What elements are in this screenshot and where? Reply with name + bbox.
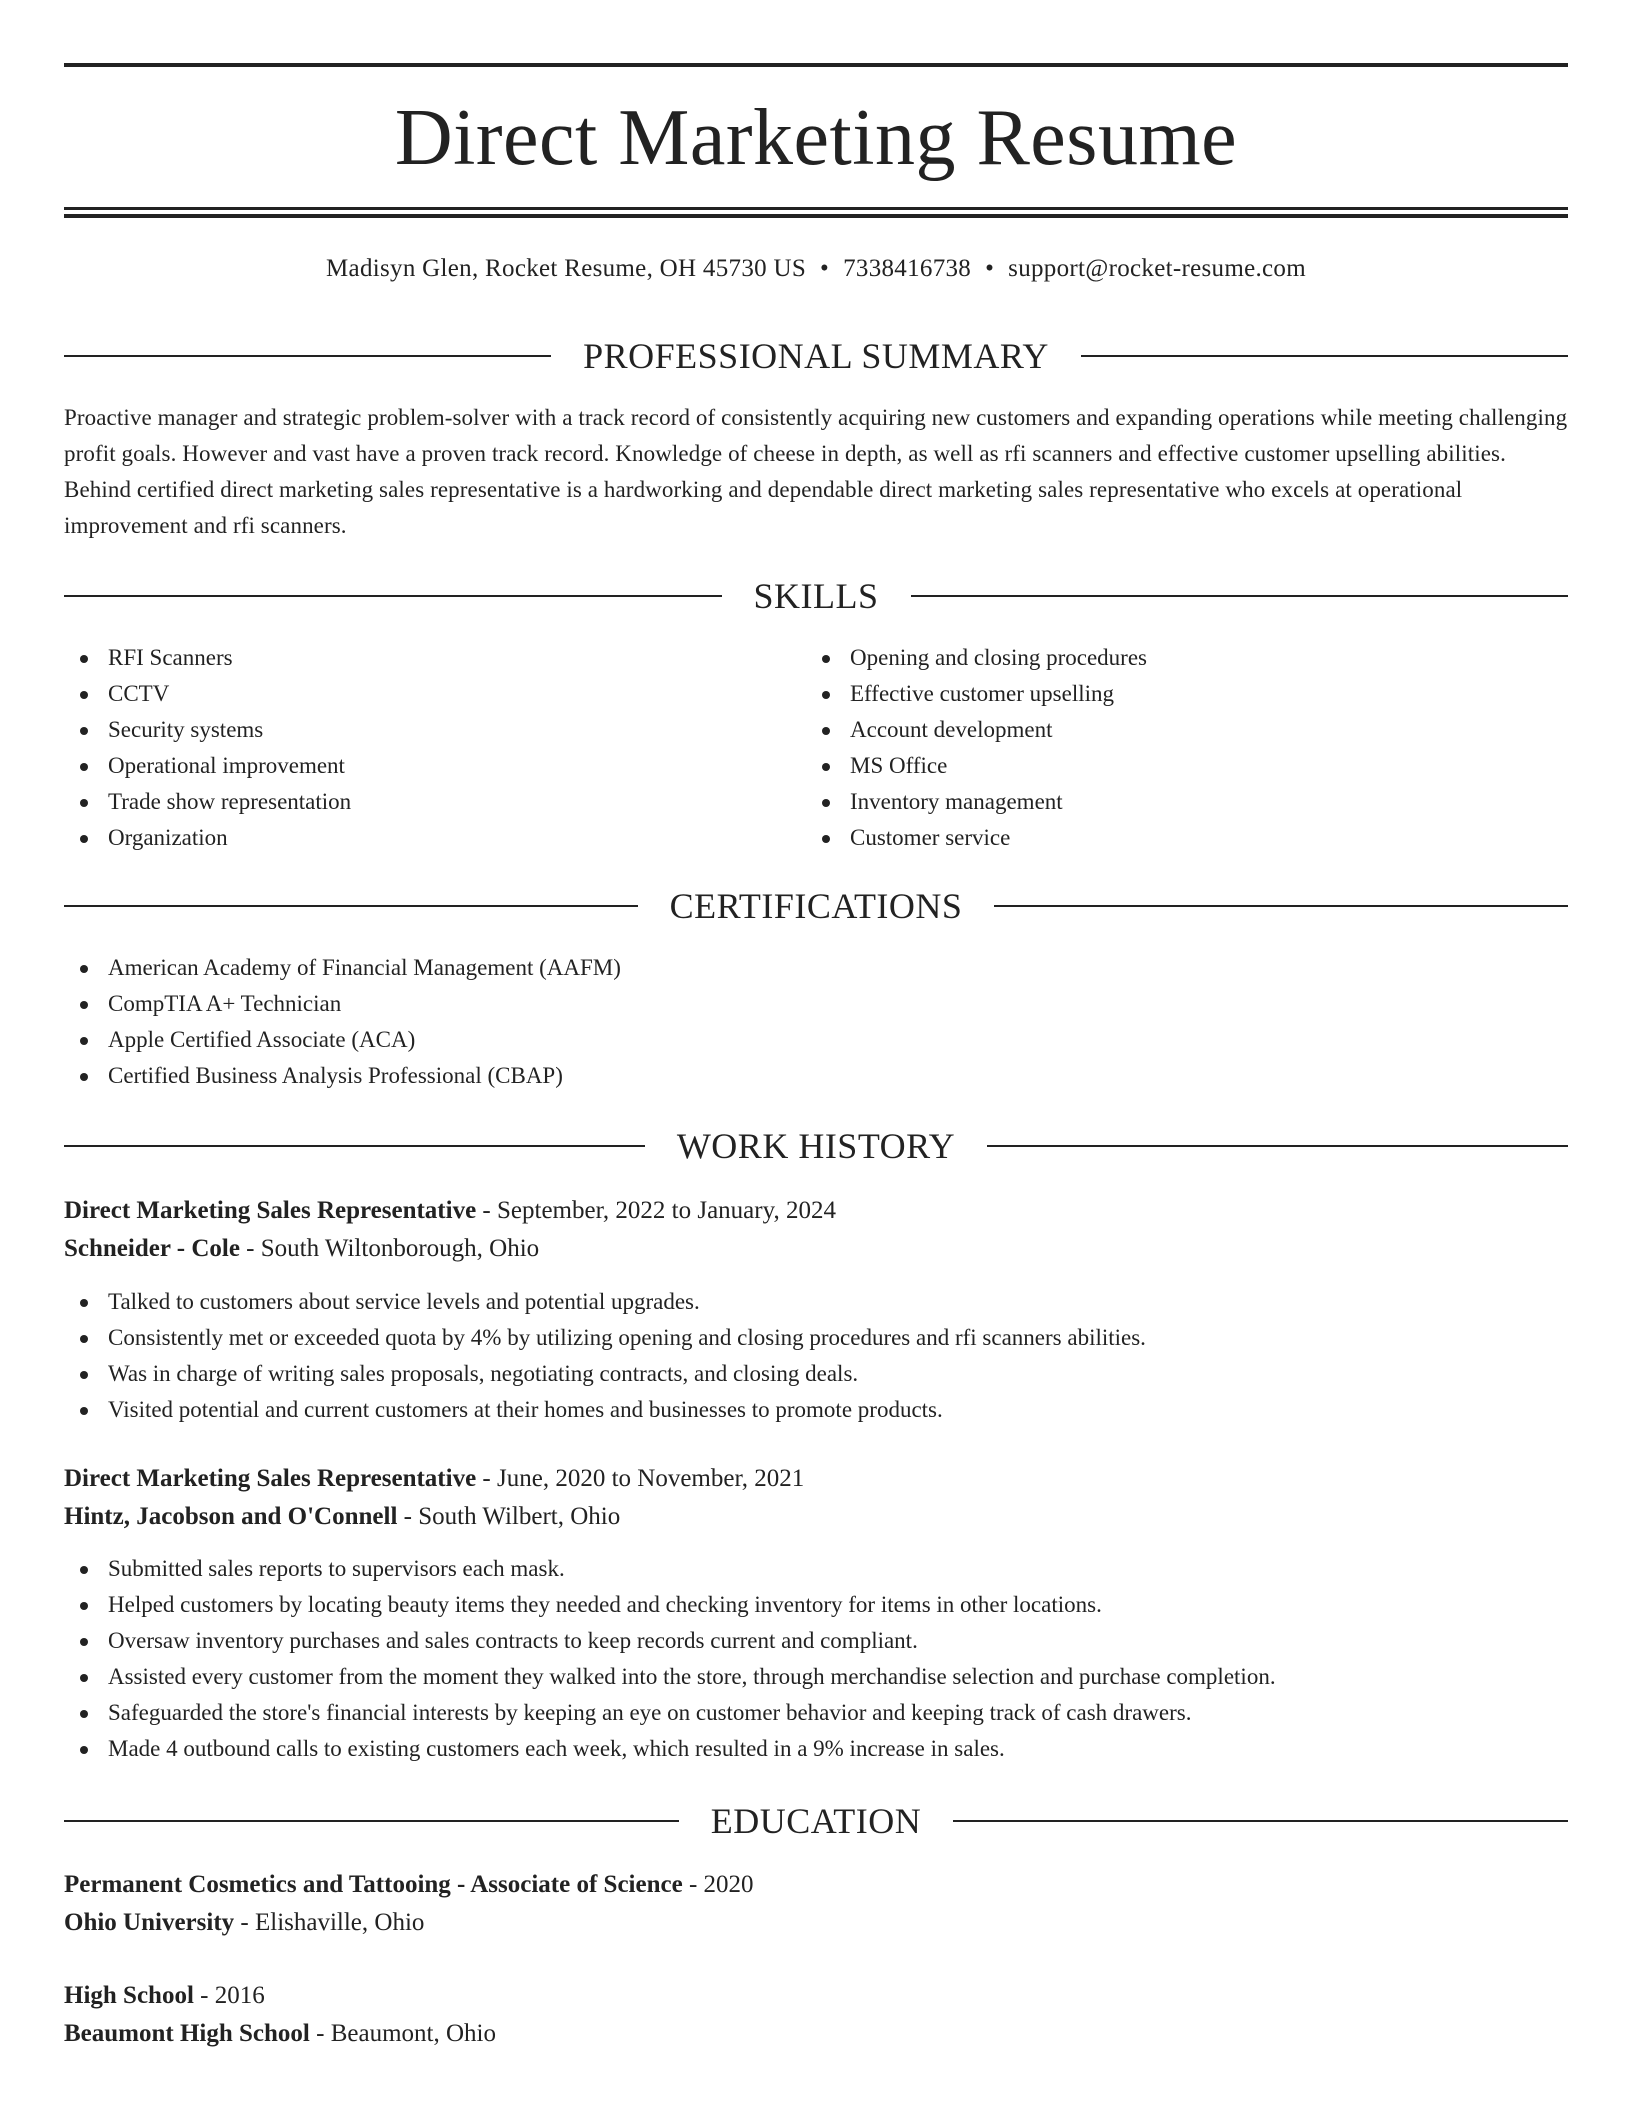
divider-line	[953, 1820, 1568, 1822]
contact-line	[64, 255, 1568, 283]
divider-line	[1081, 355, 1568, 357]
skill-item: Effective customer upselling	[806, 676, 1548, 712]
education-school: Beaumont High School	[64, 2020, 310, 2047]
divider-line	[64, 905, 638, 907]
job-location: - South Wilbert, Ohio	[397, 1503, 621, 1530]
job-title: Direct Marketing Sales Representative	[64, 1465, 477, 1492]
job-company: Hintz, Jacobson and O'Connell	[64, 1503, 398, 1530]
contact-email: support@rocket-resume.com	[1008, 255, 1306, 282]
section-heading-summary	[64, 338, 1568, 374]
job-location: - South Wiltonborough, Ohio	[239, 1235, 540, 1262]
job-company-line	[64, 1498, 1568, 1536]
job-bullet: Visited potential and current customers at their homes and businesses to promote products.	[64, 1392, 1568, 1428]
job-bullets	[64, 1284, 1568, 1428]
certification-item: CompTIA A+ Technician	[64, 986, 1568, 1022]
education-year: - 2016	[193, 1982, 265, 2009]
divider-line	[64, 1820, 679, 1822]
section-heading-work-history	[64, 1128, 1568, 1164]
education-degree-line	[64, 1866, 1568, 1904]
education-location: - Elishaville, Ohio	[234, 1909, 425, 1936]
skill-item: Customer service	[806, 820, 1548, 856]
top-rule	[64, 63, 1568, 67]
certification-item: American Academy of Financial Management (AAFM)	[64, 950, 1568, 986]
skill-item: Account development	[806, 712, 1548, 748]
job-company-line	[64, 1230, 1568, 1268]
job-title-line	[64, 1192, 1568, 1230]
job-entry	[64, 1192, 1568, 1268]
divider-line	[64, 1145, 645, 1147]
job-entry	[64, 1460, 1568, 1536]
education-school-line	[64, 2015, 1568, 2053]
section-title: SKILLS	[753, 576, 879, 616]
contact-separator: •	[820, 255, 830, 282]
education-entry	[64, 1866, 1568, 1942]
skill-item: Opening and closing procedures	[806, 640, 1548, 676]
skill-item: Trade show representation	[64, 784, 806, 820]
title-double-rule	[64, 207, 1568, 218]
section-title: CERTIFICATIONS	[669, 886, 963, 926]
section-heading-certifications	[64, 888, 1568, 924]
education-location: - Beaumont, Ohio	[309, 2020, 496, 2047]
education-school: Ohio University	[64, 1909, 235, 1936]
job-bullet: Helped customers by locating beauty items they needed and checking inventory for items in other locations.	[64, 1587, 1568, 1623]
divider-line	[911, 595, 1569, 597]
job-dates: - June, 2020 to November, 2021	[476, 1465, 805, 1492]
skills-list	[64, 640, 1568, 856]
job-bullet: Talked to customers about service levels and potential upgrades.	[64, 1284, 1568, 1320]
skill-item: MS Office	[806, 748, 1548, 784]
job-bullet: Consistently met or exceeded quota by 4% by utilizing opening and closing procedures and rfi scanners abilities.	[64, 1320, 1568, 1356]
education-year: - 2020	[682, 1871, 754, 1898]
section-title: EDUCATION	[710, 1801, 922, 1841]
education-degree-line	[64, 1977, 1568, 2015]
skill-item: Security systems	[64, 712, 806, 748]
job-bullet: Submitted sales reports to supervisors each mask.	[64, 1551, 1568, 1587]
job-bullets	[64, 1551, 1568, 1767]
skill-item: Organization	[64, 820, 806, 856]
job-bullet: Made 4 outbound calls to existing customers each week, which resulted in a 9% increase in sales.	[64, 1731, 1568, 1767]
divider-line	[987, 1145, 1568, 1147]
job-bullet: Assisted every customer from the moment they walked into the store, through merchandise selection and purchase completion.	[64, 1659, 1568, 1695]
education-degree: Permanent Cosmetics and Tattooing - Associate of Science	[64, 1871, 683, 1898]
divider-line	[994, 905, 1568, 907]
divider-line	[64, 595, 722, 597]
section-title: PROFESSIONAL SUMMARY	[583, 336, 1049, 376]
skills-column-right	[806, 640, 1548, 856]
education-degree: High School	[64, 1982, 194, 2009]
certification-item: Certified Business Analysis Professional (CBAP)	[64, 1058, 1568, 1094]
job-company: Schneider - Cole	[64, 1235, 240, 1262]
section-title: WORK HISTORY	[676, 1126, 956, 1166]
contact-separator: •	[985, 255, 995, 282]
job-title: Direct Marketing Sales Representative	[64, 1197, 477, 1224]
skills-column-left	[64, 640, 806, 856]
job-dates: - September, 2022 to January, 2024	[476, 1197, 836, 1224]
skill-item: RFI Scanners	[64, 640, 806, 676]
job-bullet: Was in charge of writing sales proposals, negotiating contracts, and closing deals.	[64, 1356, 1568, 1392]
education-entry	[64, 1977, 1568, 2053]
contact-phone: 7338416738	[843, 255, 972, 282]
job-title-line	[64, 1460, 1568, 1498]
skill-item: Inventory management	[806, 784, 1548, 820]
divider-line	[64, 355, 551, 357]
job-bullet: Oversaw inventory purchases and sales contracts to keep records current and compliant.	[64, 1623, 1568, 1659]
resume-title: Direct Marketing Resume	[394, 94, 1238, 182]
job-bullet: Safeguarded the store's financial interests by keeping an eye on customer behavior and keeping track of cash drawers.	[64, 1695, 1568, 1731]
section-heading-skills	[64, 578, 1568, 614]
summary-text: Proactive manager and strategic problem-solver with a track record of consistently acquiring new customers and expanding operations while meeting challenging profit goals. However and vast have a proven track record. Knowledge of cheese in depth, as well as rfi scanners and effective customer upselling abilities. Behind certified direct marketing sales representative is a hardworking and dependable direct marketing sales representative who excels at operational improvement and rfi scanners.	[64, 405, 1568, 538]
certifications-list	[64, 950, 1568, 1094]
certification-item: Apple Certified Associate (ACA)	[64, 1022, 1568, 1058]
skill-item: CCTV	[64, 676, 806, 712]
contact-address: Madisyn Glen, Rocket Resume, OH 45730 US	[326, 255, 807, 282]
skill-item: Operational improvement	[64, 748, 806, 784]
section-heading-education	[64, 1803, 1568, 1839]
education-school-line	[64, 1904, 1568, 1942]
